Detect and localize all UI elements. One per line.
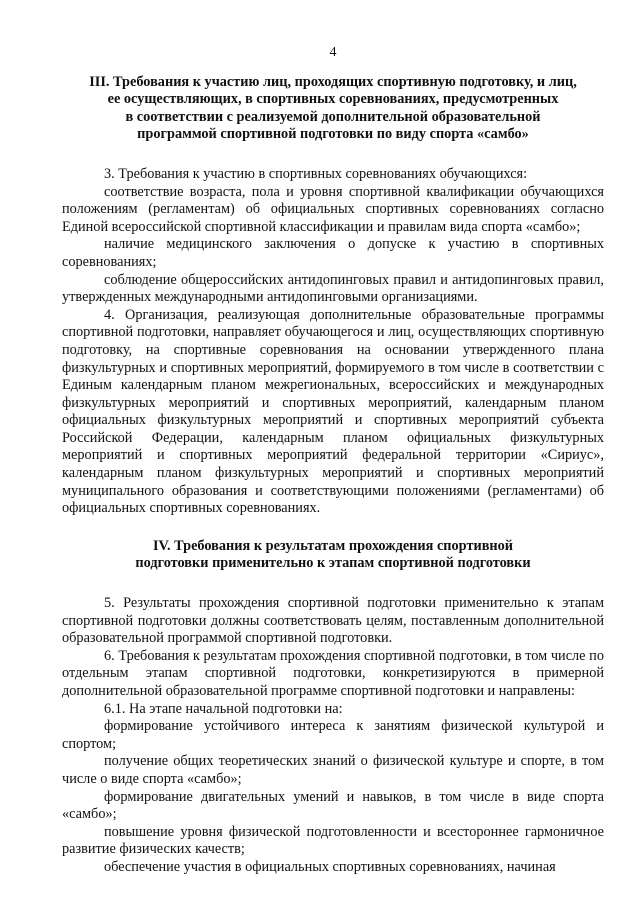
section-4-heading-line: подготовки применительно к этапам спортивной подготовки [135, 555, 531, 572]
page-number: 4 [329, 45, 337, 60]
paragraph-interest-formation: формирование устойчивого интереса к занятиям физической культурой и спортом; [62, 718, 604, 752]
paragraph-6-requirements: 6. Требования к результатам прохождения спортивной подготовки, в том числе по отдельным этапам спортивной подготовки, конкретизируются в примерной дополнительной образовательной программе спортивной подготовки и направлены: [62, 647, 604, 699]
section-3-heading-line: в соответствии с реализуемой дополнительной образовательной [125, 108, 541, 125]
paragraph-theoretical-knowledge: получение общих теоретических знаний о физической культуре и спорте, в том числе о виде спорта «самбо»; [62, 753, 604, 787]
paragraph-antidoping: соблюдение общероссийских антидопинговых правил и антидопинговых правил, утвержденных международными антидопинговыми организациями. [62, 271, 604, 306]
section-3-heading-line: III. Требования к участию лиц, проходящих спортивную подготовку, и лиц, [89, 73, 577, 90]
paragraph-4-organization: 4. Организация, реализующая дополнительные образовательные программы спортивной подготовки, направляет обучающегося и лиц, осуществляющих спортивную подготовку, на спортивные соревнования на основании утвержденного плана физкультурных и спортивных мероприятий, формируемого в том числе в соответствии с Единым календарным планом межрегиональных, всероссийских и международных физкультурных мероприятий и спортивных мероприятий, календарным планом официальных физкультурных мероприятий и спортивных мероприятий субъекта Российской Федерации, календарным планом официальных физкультурных мероприятий и спортивных мероприятий федеральной территории «Сириус», календарным планом физкультурных мероприятий и спортивных мероприятий муниципального образования и соответствующими положениями (регламентами) об официальных спортивных соревнованиях. [62, 306, 604, 517]
paragraph-6-1-initial-stage: 6.1. На этапе начальной подготовки на: [104, 700, 343, 717]
paragraph-competition-participation: обеспечение участия в официальных спортивных соревнованиях, начиная [104, 858, 556, 875]
paragraph-physical-fitness: повышение уровня физической подготовленности и всестороннее гармоничное развитие физических качеств; [62, 823, 604, 858]
paragraph-5-results: 5. Результаты прохождения спортивной подготовки применительно к этапам спортивной подготовки должны соответствовать целям, поставленным дополнительной образовательной программой спортивной подготовки. [62, 595, 604, 647]
paragraph-motor-skills: формирование двигательных умений и навыков, в том числе в виде спорта «самбо»; [62, 788, 604, 823]
section-4-heading-line: IV. Требования к результатам прохождения спортивной [152, 537, 514, 554]
paragraph-3-intro: 3. Требования к участию в спортивных соревнованиях обучающихся: [104, 165, 528, 182]
section-3-heading-line: ее осуществляющих, в спортивных соревнованиях, предусмотренных [107, 91, 559, 108]
section-4-heading [62, 538, 604, 573]
paragraph-age-compliance: соответствие возраста, пола и уровня спортивной квалификации обучающихся положениям (регламентам) об официальных спортивных соревнованиях согласно Единой всероссийской спортивной классификации и правилам вида спорта «самбо»; [62, 183, 604, 235]
paragraph-medical-clearance: наличие медицинского заключения о допуске к участию в спортивных соревнованиях; [62, 236, 604, 270]
section-3-heading [62, 74, 604, 144]
page-bottom-margin [0, 882, 640, 905]
section-3-heading-line: программой спортивной подготовки по виду спорта «самбо» [137, 126, 529, 143]
